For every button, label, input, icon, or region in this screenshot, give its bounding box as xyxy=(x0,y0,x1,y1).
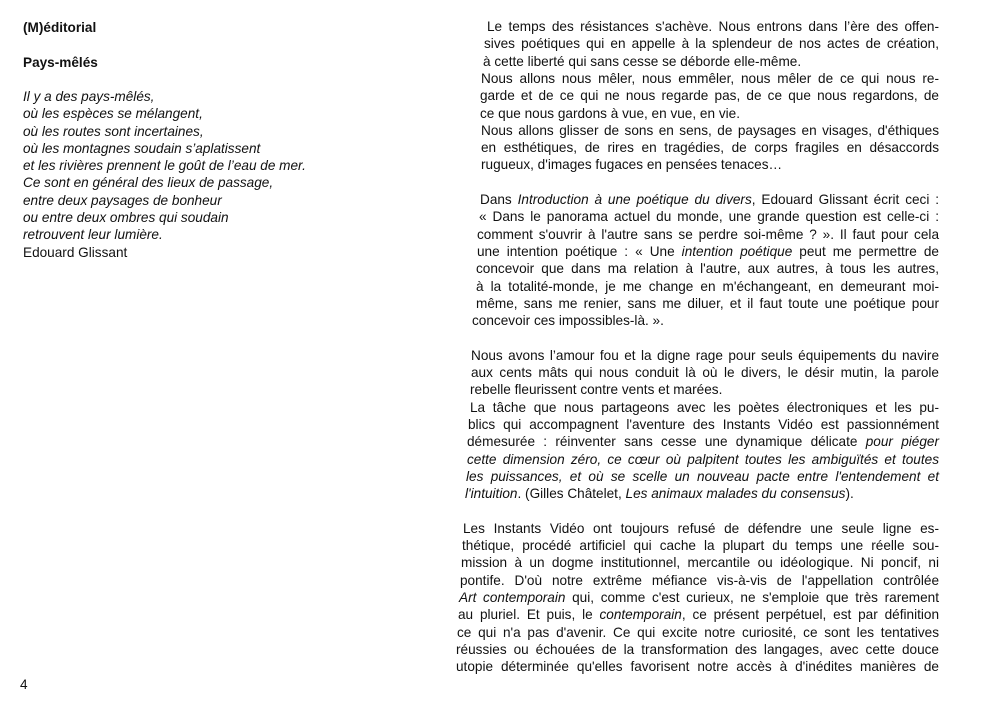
text: blics qui accompagnent l'aventure des Instants Vidéo est passionnément xyxy=(468,416,939,432)
text-line xyxy=(460,572,939,589)
text-line xyxy=(471,364,939,381)
text-line xyxy=(465,485,939,502)
poem-line: retrouvent leur lumière. xyxy=(23,227,163,243)
poem-line: où les routes sont incertaines, xyxy=(23,123,204,139)
text: même, sans me renier, sans me diluer, et il faut toute une poétique pour xyxy=(476,295,939,311)
italic-text: les puissances, et où se scelle un nouveau pacte entre l'entendement et xyxy=(466,468,939,484)
text-line xyxy=(483,53,939,70)
text-line xyxy=(463,520,939,537)
editorial-heading: (M)éditorial xyxy=(23,20,97,35)
text-line xyxy=(476,260,939,277)
text: aux cents mâts qui nous conduit là où le divers, le désir mutin, la parole xyxy=(471,365,939,380)
text-line xyxy=(457,624,939,641)
text-line xyxy=(470,399,939,416)
text-line xyxy=(471,347,939,364)
text: « Dans le panorama actuel du monde, une grande question est celle-ci : xyxy=(479,209,939,225)
text: pontife. D'où notre extrême méfiance vis-à-vis de l'appellation contrôlée xyxy=(460,572,939,588)
italic-text: Les animaux malades du consensus xyxy=(625,486,846,502)
text-line xyxy=(462,537,939,554)
text-line xyxy=(456,641,939,658)
text: concevoir ces impossibles-là. ». xyxy=(472,313,664,329)
text-line xyxy=(477,243,939,260)
text-line xyxy=(480,105,939,122)
poem-line: entre deux paysages de bonheur xyxy=(23,192,222,208)
poem-line: Il y a des pays-mêlés, xyxy=(23,89,155,104)
text: comment s'ouvrir à l'autre sans se perdre soi-même ? ». Il faut pour cela xyxy=(477,226,939,242)
text: qui, comme c'est curieux, ne s'emploie que très rarement xyxy=(565,589,940,605)
text-line xyxy=(480,191,939,208)
italic-text: intention poétique xyxy=(681,243,793,259)
text-line xyxy=(476,278,939,295)
text-line xyxy=(477,226,939,243)
text: Nous avons l’amour fou et la digne rage pour seuls équipements du navire xyxy=(471,347,939,363)
text: rugueux, d'images fugaces en pensées tenaces… xyxy=(481,157,783,173)
italic-text: contemporain xyxy=(599,607,682,623)
poem-line: et les rivières prennent le goût de l’eau de mer. xyxy=(23,158,306,174)
text: , ce présent perpétuel, est par définition xyxy=(681,607,940,623)
poem xyxy=(23,88,383,261)
text-line xyxy=(458,606,939,623)
text: démesurée : réinventer sans cesse une dynamique délicate xyxy=(467,434,866,450)
italic-text: Introduction à une poétique du divers xyxy=(517,192,752,207)
text: en esthétiques, de rires en tragédies, de corps fragiles en désaccords xyxy=(481,140,939,156)
text: utopie déterminée qu'elles favorisent notre accès à d'inédites manières de xyxy=(456,659,939,675)
poem-line: Ce sont en général des lieux de passage, xyxy=(23,175,274,191)
text-line xyxy=(466,468,939,485)
text: peut me permettre de xyxy=(792,243,939,259)
text-line xyxy=(481,70,939,87)
text: Nous allons glisser de sons en sens, de paysages en visages, d'éthiques xyxy=(481,122,939,138)
text-line xyxy=(467,451,939,468)
text-line xyxy=(468,416,939,433)
page-number: 4 xyxy=(20,677,28,692)
text: mission à un dogme institutionnel, mercantile ou idéologique. Ni poncif, ni xyxy=(461,555,939,571)
text: ). xyxy=(845,486,854,502)
text-line xyxy=(470,381,939,398)
text-line xyxy=(472,312,939,329)
text-line xyxy=(481,122,939,139)
text: garde et de ce qui ne nous regarde pas, de ce que nous regardons, de xyxy=(480,88,939,104)
italic-text: pour piéger xyxy=(865,434,939,450)
text-line xyxy=(467,433,939,450)
text: Dans xyxy=(480,192,518,207)
poem-line: où les espèces se mélangent, xyxy=(23,106,203,122)
poem-author: Edouard Glissant xyxy=(23,244,128,260)
italic-text: Art contemporain xyxy=(459,589,566,605)
text: à la totalité-monde, je me change en m'échangeant, en demeurant moi- xyxy=(476,278,939,294)
text: ce qui n'a pas d'avenir. Ce qui excite notre curiosité, ce sont les tentatives xyxy=(457,624,939,640)
text: Les Instants Vidéo ont toujours refusé de défendre une seule ligne es- xyxy=(463,520,939,536)
poem-title: Pays-mêlés xyxy=(23,54,98,70)
italic-text: cette dimension zéro, ce cœur où palpitent toutes les ambiguïtés et toutes xyxy=(467,451,939,467)
text: Nous allons nous mêler, nous emmêler, nous mêler de ce qui nous re- xyxy=(481,70,939,86)
text-line xyxy=(481,156,939,173)
left-page xyxy=(23,19,383,261)
text: une intention poétique : « Une xyxy=(477,243,682,259)
text: à cette liberté qui sans cesse se déborde elle-même. xyxy=(483,53,802,69)
text-line xyxy=(484,35,939,52)
text: rebelle fleurissent contre vents et marées. xyxy=(470,382,723,398)
poem-line: ou entre deux ombres qui soudain xyxy=(23,210,229,226)
text: au pluriel. Et puis, le xyxy=(458,607,600,623)
text: Le temps des résistances s'achève. Nous entrons dans l’ère des offen- xyxy=(487,19,939,34)
text: La tâche que nous partageons avec les poètes électroniques et les pu- xyxy=(470,399,939,415)
poem-line: où les montagnes soudain s’aplatissent xyxy=(23,140,261,156)
text: . (Gilles Châtelet, xyxy=(517,486,626,502)
text-line xyxy=(476,295,939,312)
text-line xyxy=(480,87,939,104)
italic-text: l'intuition xyxy=(465,486,518,502)
text: concevoir que dans ma relation à l'autre, aux autres, à tous les autres, xyxy=(476,261,939,277)
text: thétique, procédé artificiel qui cache la plupart du temps une réelle sou- xyxy=(462,538,939,553)
text-line xyxy=(461,554,939,571)
text: réussies ou échouées de la transformation des langages, avec cette douce xyxy=(456,641,939,657)
text-line xyxy=(479,208,939,225)
text-line xyxy=(456,658,939,675)
text-line xyxy=(481,139,939,156)
text: sives poétiques qui en appelle à la splendeur de nos actes de création, xyxy=(484,36,939,52)
text-line xyxy=(459,589,939,606)
text: ce que nous gardons à vue, en vue, en vie. xyxy=(480,105,740,121)
text: , Edouard Glissant écrit ceci : xyxy=(751,192,940,207)
text-line xyxy=(487,18,939,35)
